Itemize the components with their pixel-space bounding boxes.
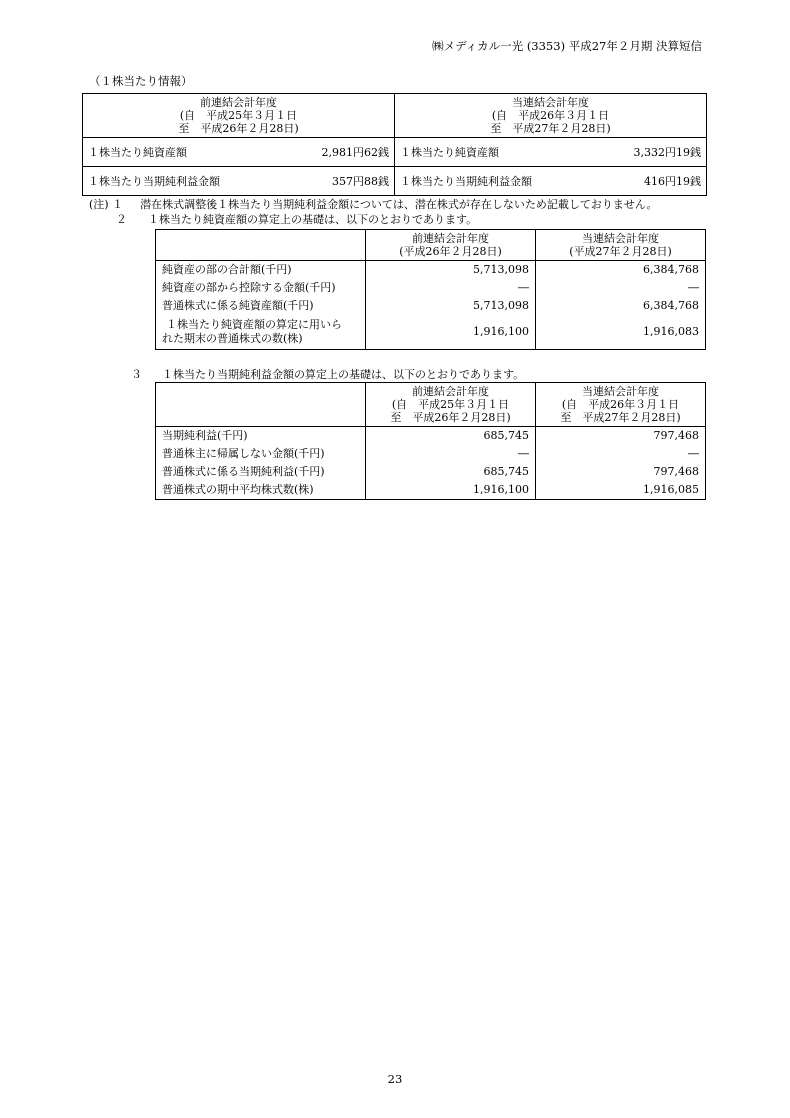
income-curr-from: (自 平成26年３月１日 <box>561 398 680 411</box>
note-1 <box>89 198 658 212</box>
curr-value: ― <box>536 445 706 463</box>
row-value: 416円19銭 <box>644 175 701 188</box>
summary-prev-header <box>83 94 395 138</box>
curr-value: 1,916,085 <box>536 481 706 500</box>
curr-value: 6,384,768 <box>536 261 706 280</box>
curr-value: 797,468 <box>536 463 706 481</box>
income-prev-header <box>366 383 536 427</box>
net-assets-curr-header <box>536 230 706 261</box>
row-label: １株当たり当期純利益金額 <box>88 175 220 188</box>
summary-cell <box>83 167 395 196</box>
prev-value: 5,713,098 <box>366 297 536 315</box>
net-assets-prev-date: (平成26年２月28日) <box>399 245 502 258</box>
row-value: 3,332円19銭 <box>633 146 701 159</box>
per-share-summary-table <box>82 93 707 196</box>
summary-cell <box>395 138 707 167</box>
curr-value: ― <box>536 279 706 297</box>
table-row <box>156 445 706 463</box>
prev-value: 1,916,100 <box>366 315 536 350</box>
row-label: １株当たり当期純利益金額 <box>400 175 532 188</box>
income-prev-from: (自 平成25年３月１日 <box>391 398 510 411</box>
row-value: 357円88銭 <box>332 175 389 188</box>
note-1-text: 潜在株式調整後１株当たり当期純利益金額については、潜在株式が存在しないため記載しておりません。 <box>140 198 658 211</box>
note-2 <box>89 213 658 227</box>
net-assets-basis-table <box>155 229 706 350</box>
row-value: 2,981円62銭 <box>321 146 389 159</box>
prev-value: 5,713,098 <box>366 261 536 280</box>
document-header: ㈱メディカル一光 (3353) 平成27年２月期 決算短信 <box>432 39 702 53</box>
row-label: 普通株式の期中平均株式数(株) <box>156 481 366 500</box>
prev-value: ― <box>366 279 536 297</box>
row-label: 普通株式に係る純資産額(千円) <box>156 297 366 315</box>
note-1-prefix: (注) １ <box>89 198 124 211</box>
summary-curr-to: 至 平成27年２月28日) <box>490 122 611 135</box>
row-label: １株当たり純資産額 <box>88 146 187 159</box>
prev-value: 1,916,100 <box>366 481 536 500</box>
summary-curr-from: (自 平成26年３月１日 <box>491 109 610 122</box>
table-row <box>156 427 706 446</box>
summary-curr-title: 当連結会計年度 <box>512 96 589 109</box>
prev-value: ― <box>366 445 536 463</box>
row-label-line-2: れた期末の普通株式の数(株) <box>162 332 303 345</box>
net-assets-prev-title: 前連結会計年度 <box>412 232 489 245</box>
row-label: １株当たり純資産額 <box>400 146 499 159</box>
income-curr-header <box>536 383 706 427</box>
page-number: 23 <box>387 1072 403 1086</box>
row-label: 普通株式に係る当期純利益(千円) <box>156 463 366 481</box>
table-row <box>156 481 706 500</box>
summary-prev-title: 前連結会計年度 <box>200 96 277 109</box>
table-row <box>156 463 706 481</box>
row-label: 普通株主に帰属しない金額(千円) <box>156 445 366 463</box>
note-3-prefix: ３ <box>131 368 142 381</box>
table-row <box>156 315 706 350</box>
prev-value: 685,745 <box>366 463 536 481</box>
prev-value: 685,745 <box>366 427 536 446</box>
income-curr-to: 至 平成27年２月28日) <box>560 411 681 424</box>
summary-cell <box>83 138 395 167</box>
empty-header-cell <box>156 383 366 427</box>
net-income-basis-table <box>155 382 706 500</box>
row-label <box>156 315 366 350</box>
summary-cell <box>395 167 707 196</box>
note-2-text: １株当たり純資産額の算定上の基礎は、以下のとおりであります。 <box>148 213 478 226</box>
table-row <box>83 138 707 167</box>
row-label: 純資産の部から控除する金額(千円) <box>156 279 366 297</box>
table-row <box>156 279 706 297</box>
income-prev-title: 前連結会計年度 <box>412 385 489 398</box>
net-assets-curr-title: 当連結会計年度 <box>582 232 659 245</box>
curr-value: 1,916,083 <box>536 315 706 350</box>
net-assets-prev-header <box>366 230 536 261</box>
note-3 <box>131 366 524 382</box>
empty-header-cell <box>156 230 366 261</box>
row-label-line-1: １株当たり純資産額の算定に用いら <box>166 318 342 331</box>
summary-curr-header <box>395 94 707 138</box>
table-row <box>156 297 706 315</box>
table-row <box>156 261 706 280</box>
net-assets-curr-date: (平成27年２月28日) <box>569 245 672 258</box>
section-title: （１株当たり情報） <box>89 74 193 88</box>
note-3-text: １株当たり当期純利益金額の算定上の基礎は、以下のとおりであります。 <box>162 368 525 381</box>
summary-prev-from: (自 平成25年３月１日 <box>179 109 298 122</box>
table-row <box>83 167 707 196</box>
row-label: 純資産の部の合計額(千円) <box>156 261 366 280</box>
row-label: 当期純利益(千円) <box>156 427 366 446</box>
notes-block <box>89 198 658 227</box>
note-2-prefix: ２ <box>116 213 127 226</box>
summary-prev-to: 至 平成26年２月28日) <box>178 122 299 135</box>
income-prev-to: 至 平成26年２月28日) <box>390 411 511 424</box>
income-curr-title: 当連結会計年度 <box>582 385 659 398</box>
curr-value: 6,384,768 <box>536 297 706 315</box>
curr-value: 797,468 <box>536 427 706 446</box>
